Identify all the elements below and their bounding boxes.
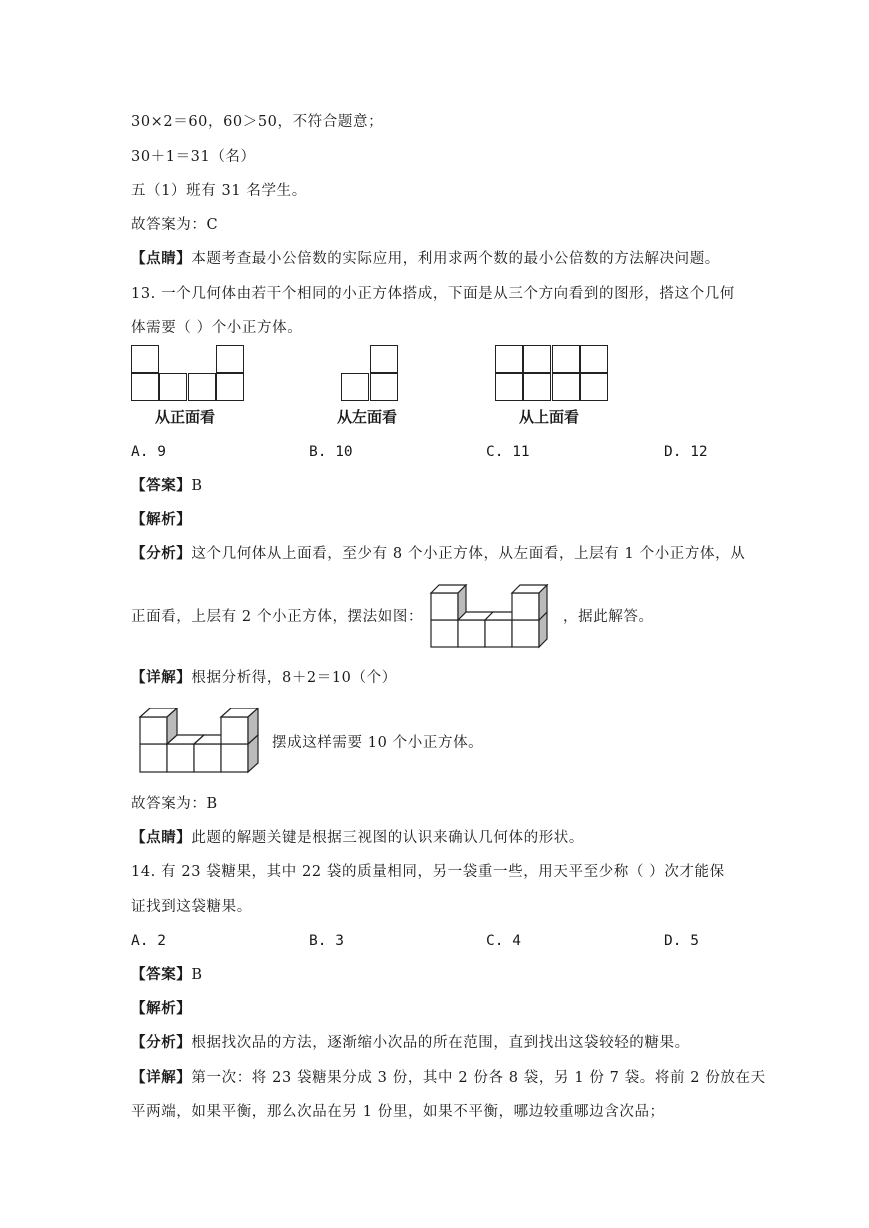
dianjing-text: 本题考查最小公倍数的实际应用，利用求两个数的最小公倍数的方法解决问题。 xyxy=(191,251,720,267)
left-view-grid xyxy=(341,345,399,403)
answer-value: B xyxy=(191,478,203,494)
answer-line xyxy=(131,965,203,985)
answer-value: B xyxy=(191,967,203,983)
text-line: 30×2＝60，60＞50，不符合题意； xyxy=(131,114,384,130)
detail-line2: 平两端，如果平衡，那么次品在另 1 份里，如果不平衡，哪边较重哪边含次品； xyxy=(131,1104,665,1120)
detail-line1 xyxy=(131,1068,766,1088)
text-line xyxy=(131,249,720,269)
dianjing-text: 此题的解题关键是根据三视图的认识来确认几何体的形状。 xyxy=(191,830,585,846)
answer-tag: 【答案】 xyxy=(131,477,192,494)
detail-line2: 摆成这样需要 10 个小正方体。 xyxy=(272,735,484,751)
option-d: D. 5 xyxy=(664,933,699,949)
analysis-tag: 【解析】 xyxy=(131,1000,192,1017)
fenxi-line2a: 正面看，上层有 2 个小正方体，摆法如图： xyxy=(131,609,424,625)
option-b: B. 10 xyxy=(309,444,353,460)
text-line: 故答案为：C xyxy=(131,217,219,233)
fenxi-line2b: ，据此解答。 xyxy=(563,609,654,625)
text-line: 五（1）班有 31 名学生。 xyxy=(131,183,307,199)
fenxi-line xyxy=(131,1033,690,1053)
fenxi-line1 xyxy=(131,544,745,564)
question-13-stem-line1: 13. 一个几何体由若干个相同的小正方体搭成，下面是从三个方向看到的图形，搭这个几何 xyxy=(131,286,735,302)
option-c: C. 11 xyxy=(486,444,530,460)
cube-arrangement-figure xyxy=(429,584,557,650)
dianjing-tag: 【点睛】 xyxy=(131,829,192,846)
answer-tag: 【答案】 xyxy=(131,966,192,983)
top-view-caption: 从上面看 xyxy=(519,408,580,426)
fenxi-text: 这个几何体从上面看，至少有 8 个小正方体，从左面看，上层有 1 个小正方体，从 xyxy=(191,546,746,562)
question-14-stem-line1: 14. 有 23 袋糖果，其中 22 袋的质量相同，另一袋重一些，用天平至少称（ ）次才能保 xyxy=(131,864,725,880)
detail-text: 根据分析得，8＋2＝10（个） xyxy=(191,670,397,686)
detail-tag: 【详解】 xyxy=(131,669,192,686)
front-view-grid xyxy=(131,345,246,403)
question-14-stem-line2: 证找到这袋糖果。 xyxy=(131,899,252,915)
analysis-heading xyxy=(131,999,191,1019)
fenxi-text: 根据找次品的方法，逐渐缩小次品的所在范围，直到找出这袋较轻的糖果。 xyxy=(191,1035,690,1051)
cube-arrangement-figure-large xyxy=(138,708,268,774)
left-view-caption: 从左面看 xyxy=(337,408,398,426)
detail-tag: 【详解】 xyxy=(131,1069,192,1086)
answer-line xyxy=(131,476,203,496)
option-a: A. 9 xyxy=(131,444,166,460)
analysis-tag: 【解析】 xyxy=(131,511,192,528)
conclusion-line: 故答案为：B xyxy=(131,796,218,812)
top-view-grid xyxy=(495,345,610,403)
text-line: 30＋1＝31（名） xyxy=(131,149,256,165)
front-view-caption: 从正面看 xyxy=(155,408,216,426)
option-a: A. 2 xyxy=(131,933,166,949)
fenxi-tag: 【分析】 xyxy=(131,1034,192,1051)
detail-line xyxy=(131,668,397,688)
dianjing-line xyxy=(131,828,584,848)
option-b: B. 3 xyxy=(309,933,344,949)
dianjing-tag: 【点睛】 xyxy=(131,250,192,267)
detail-text: 第一次：将 23 袋糖果分成 3 份，其中 2 份各 8 袋，另 1 份 7 袋。将前 2 份放在天 xyxy=(191,1070,766,1086)
fenxi-tag: 【分析】 xyxy=(131,545,192,562)
analysis-heading xyxy=(131,510,191,530)
question-13-stem-line2: 体需要（ ）个小正方体。 xyxy=(131,320,303,336)
option-c: C. 4 xyxy=(486,933,521,949)
option-d: D. 12 xyxy=(664,444,708,460)
